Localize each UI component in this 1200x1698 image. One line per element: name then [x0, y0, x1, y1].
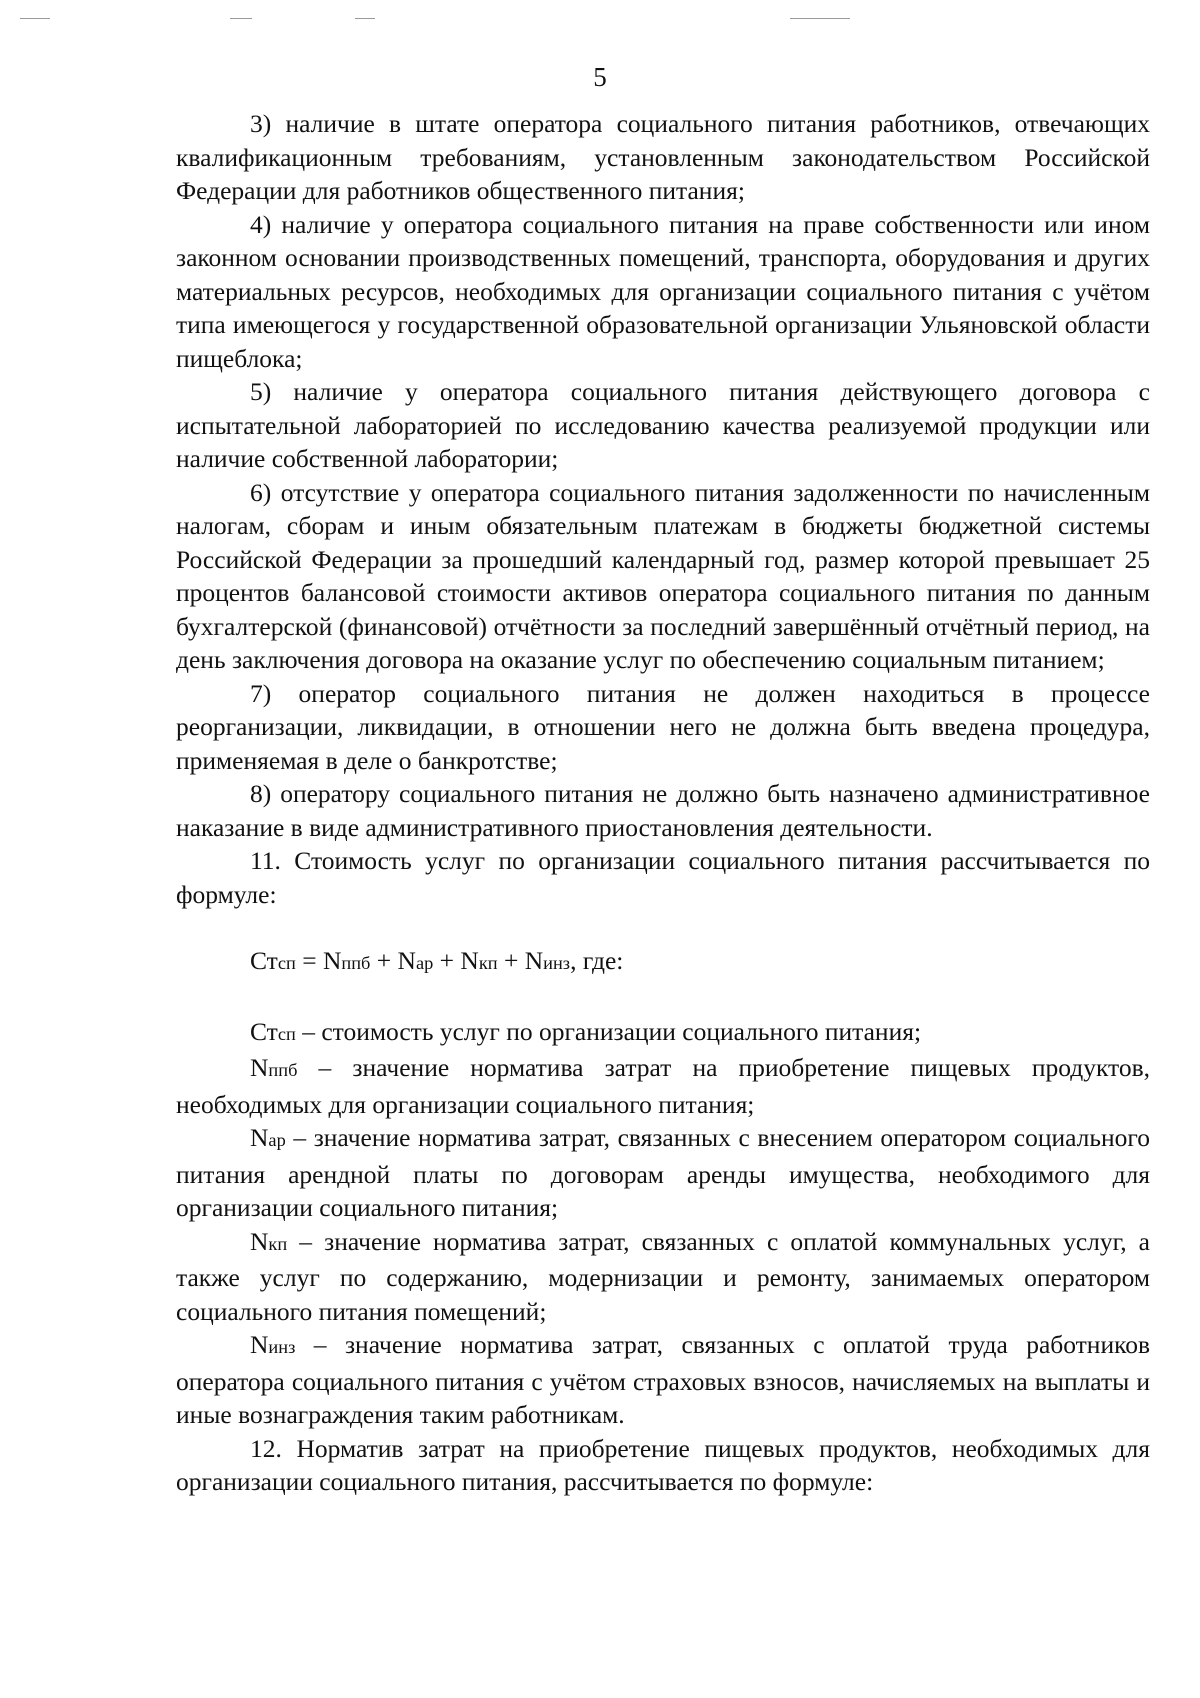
- scan-artifact: [230, 18, 252, 19]
- definition-symbol-sub: ар: [268, 1130, 286, 1150]
- definition-symbol: N: [250, 1123, 269, 1152]
- definition-symbol: N: [250, 1330, 269, 1359]
- scan-artifact: [355, 18, 375, 19]
- paragraph-item-4: 4) наличие у оператора социального питания на праве собственности или ином законном основании производственных помещений, транспорта, оборудования и других материальных ресурсов, необходимых для организации социального питания с учётом типа имеющегося у государственной образовательной организации Ульяновской области пищеблока;: [176, 209, 1150, 373]
- formula-lhs-sub: сп: [277, 953, 296, 973]
- definition-nar: [176, 1121, 1150, 1225]
- formula-term-ar: N: [397, 946, 416, 975]
- definition-text: – значение норматива затрат, связанных с внесением оператором социального питания арендной платы по договорам аренды имущества, необходимого для организации социального питания;: [176, 1123, 1150, 1222]
- formula-plus: +: [433, 946, 461, 975]
- definition-symbol-sub: инз: [268, 1337, 296, 1357]
- definition-text: – значение норматива затрат на приобретение пищевых продуктов, необходимых для организации социального питания;: [176, 1053, 1150, 1119]
- paragraph-clause-12: 12. Норматив затрат на приобретение пищевых продуктов, необходимых для организации социального питания, рассчитывается по формуле:: [176, 1433, 1150, 1496]
- paragraph-item-8: 8) оператору социального питания не должно быть назначено административное наказание в виде административного приостановления деятельности.: [176, 779, 1150, 842]
- paragraph-clause-11: 11. Стоимость услуг по организации социального питания рассчитывается по формуле:: [176, 846, 1150, 909]
- formula-lhs: Ст: [250, 946, 278, 975]
- formula-eq: =: [295, 946, 323, 975]
- cost-formula: [176, 944, 1150, 981]
- formula-term-inz-sub: инз: [543, 953, 571, 973]
- definition-ninz: [176, 1328, 1150, 1432]
- formula-term-ppb-sub: ппб: [341, 953, 371, 973]
- document-body: [176, 107, 1150, 1499]
- formula-term-ppb: N: [322, 946, 342, 975]
- formula-term-kp-sub: кп: [478, 953, 498, 973]
- definition-symbol: N: [250, 1226, 269, 1256]
- definition-nkp: [176, 1225, 1150, 1329]
- paragraph-item-5: 5) наличие у оператора социального питания действующего договора с испытательной лабораторией по исследованию качества реализуемой продукции или наличие собственной лаборатории;: [176, 377, 1150, 473]
- formula-term-ar-sub: ар: [415, 953, 434, 973]
- paragraph-item-6: 6) отсутствие у оператора социального питания задолженности по начисленным налогам, сборам и иным обязательным платежам в бюджеты бюджетной системы Российской Федерации за прошедший календарный год, размер которой превышает 25 процентов балансовой стоимости активов оператора социального питания по данным бухгалтерской (финансовой) отчётности за последний завершённый отчётный период, на день заключения договора на оказание услуг по обеспечению социальным питанием;: [176, 477, 1150, 674]
- definition-nppb: [176, 1051, 1150, 1121]
- definition-text: – значение норматива затрат, связанных с оплатой коммунальных услуг, а также услуг по содержанию, модернизации и ремонту, занимаемых оператором социального питания помещений;: [176, 1226, 1150, 1326]
- definition-ctsp: [176, 1015, 1150, 1052]
- page-number: 5: [593, 62, 607, 92]
- scan-artifact: [20, 18, 50, 19]
- definition-symbol-sub: кп: [268, 1233, 288, 1254]
- formula-term-inz: N: [524, 946, 544, 975]
- definition-symbol-sub: сп: [277, 1023, 296, 1044]
- paragraph-item-7: 7) оператор социального питания не должен находиться в процессе реорганизации, ликвидации, в отношении него не должна быть введена процедура, применяемая в деле о банкротстве;: [176, 678, 1150, 775]
- formula-plus: +: [497, 946, 525, 975]
- scan-artifact: [790, 18, 850, 19]
- paragraph-item-3: 3) наличие в штате оператора социального питания работников, отвечающих квалификационным требованиям, установленным законодательством Российской Федерации для работников общественного питания;: [176, 109, 1150, 205]
- definition-text: – стоимость услуг по организации социального питания;: [295, 1016, 922, 1046]
- definition-symbol: Ст: [250, 1016, 278, 1046]
- definition-symbol: N: [250, 1053, 269, 1082]
- formula-plus: +: [370, 946, 398, 975]
- formula-term-kp: N: [460, 946, 479, 975]
- definition-symbol-sub: ппб: [268, 1060, 298, 1080]
- formula-tail: , где:: [570, 946, 624, 975]
- definition-text: – значение норматива затрат, связанных с оплатой труда работников оператора социального питания с учётом страховых взносов, начисляемых на выплаты и иные вознаграждения таким работникам.: [176, 1330, 1150, 1429]
